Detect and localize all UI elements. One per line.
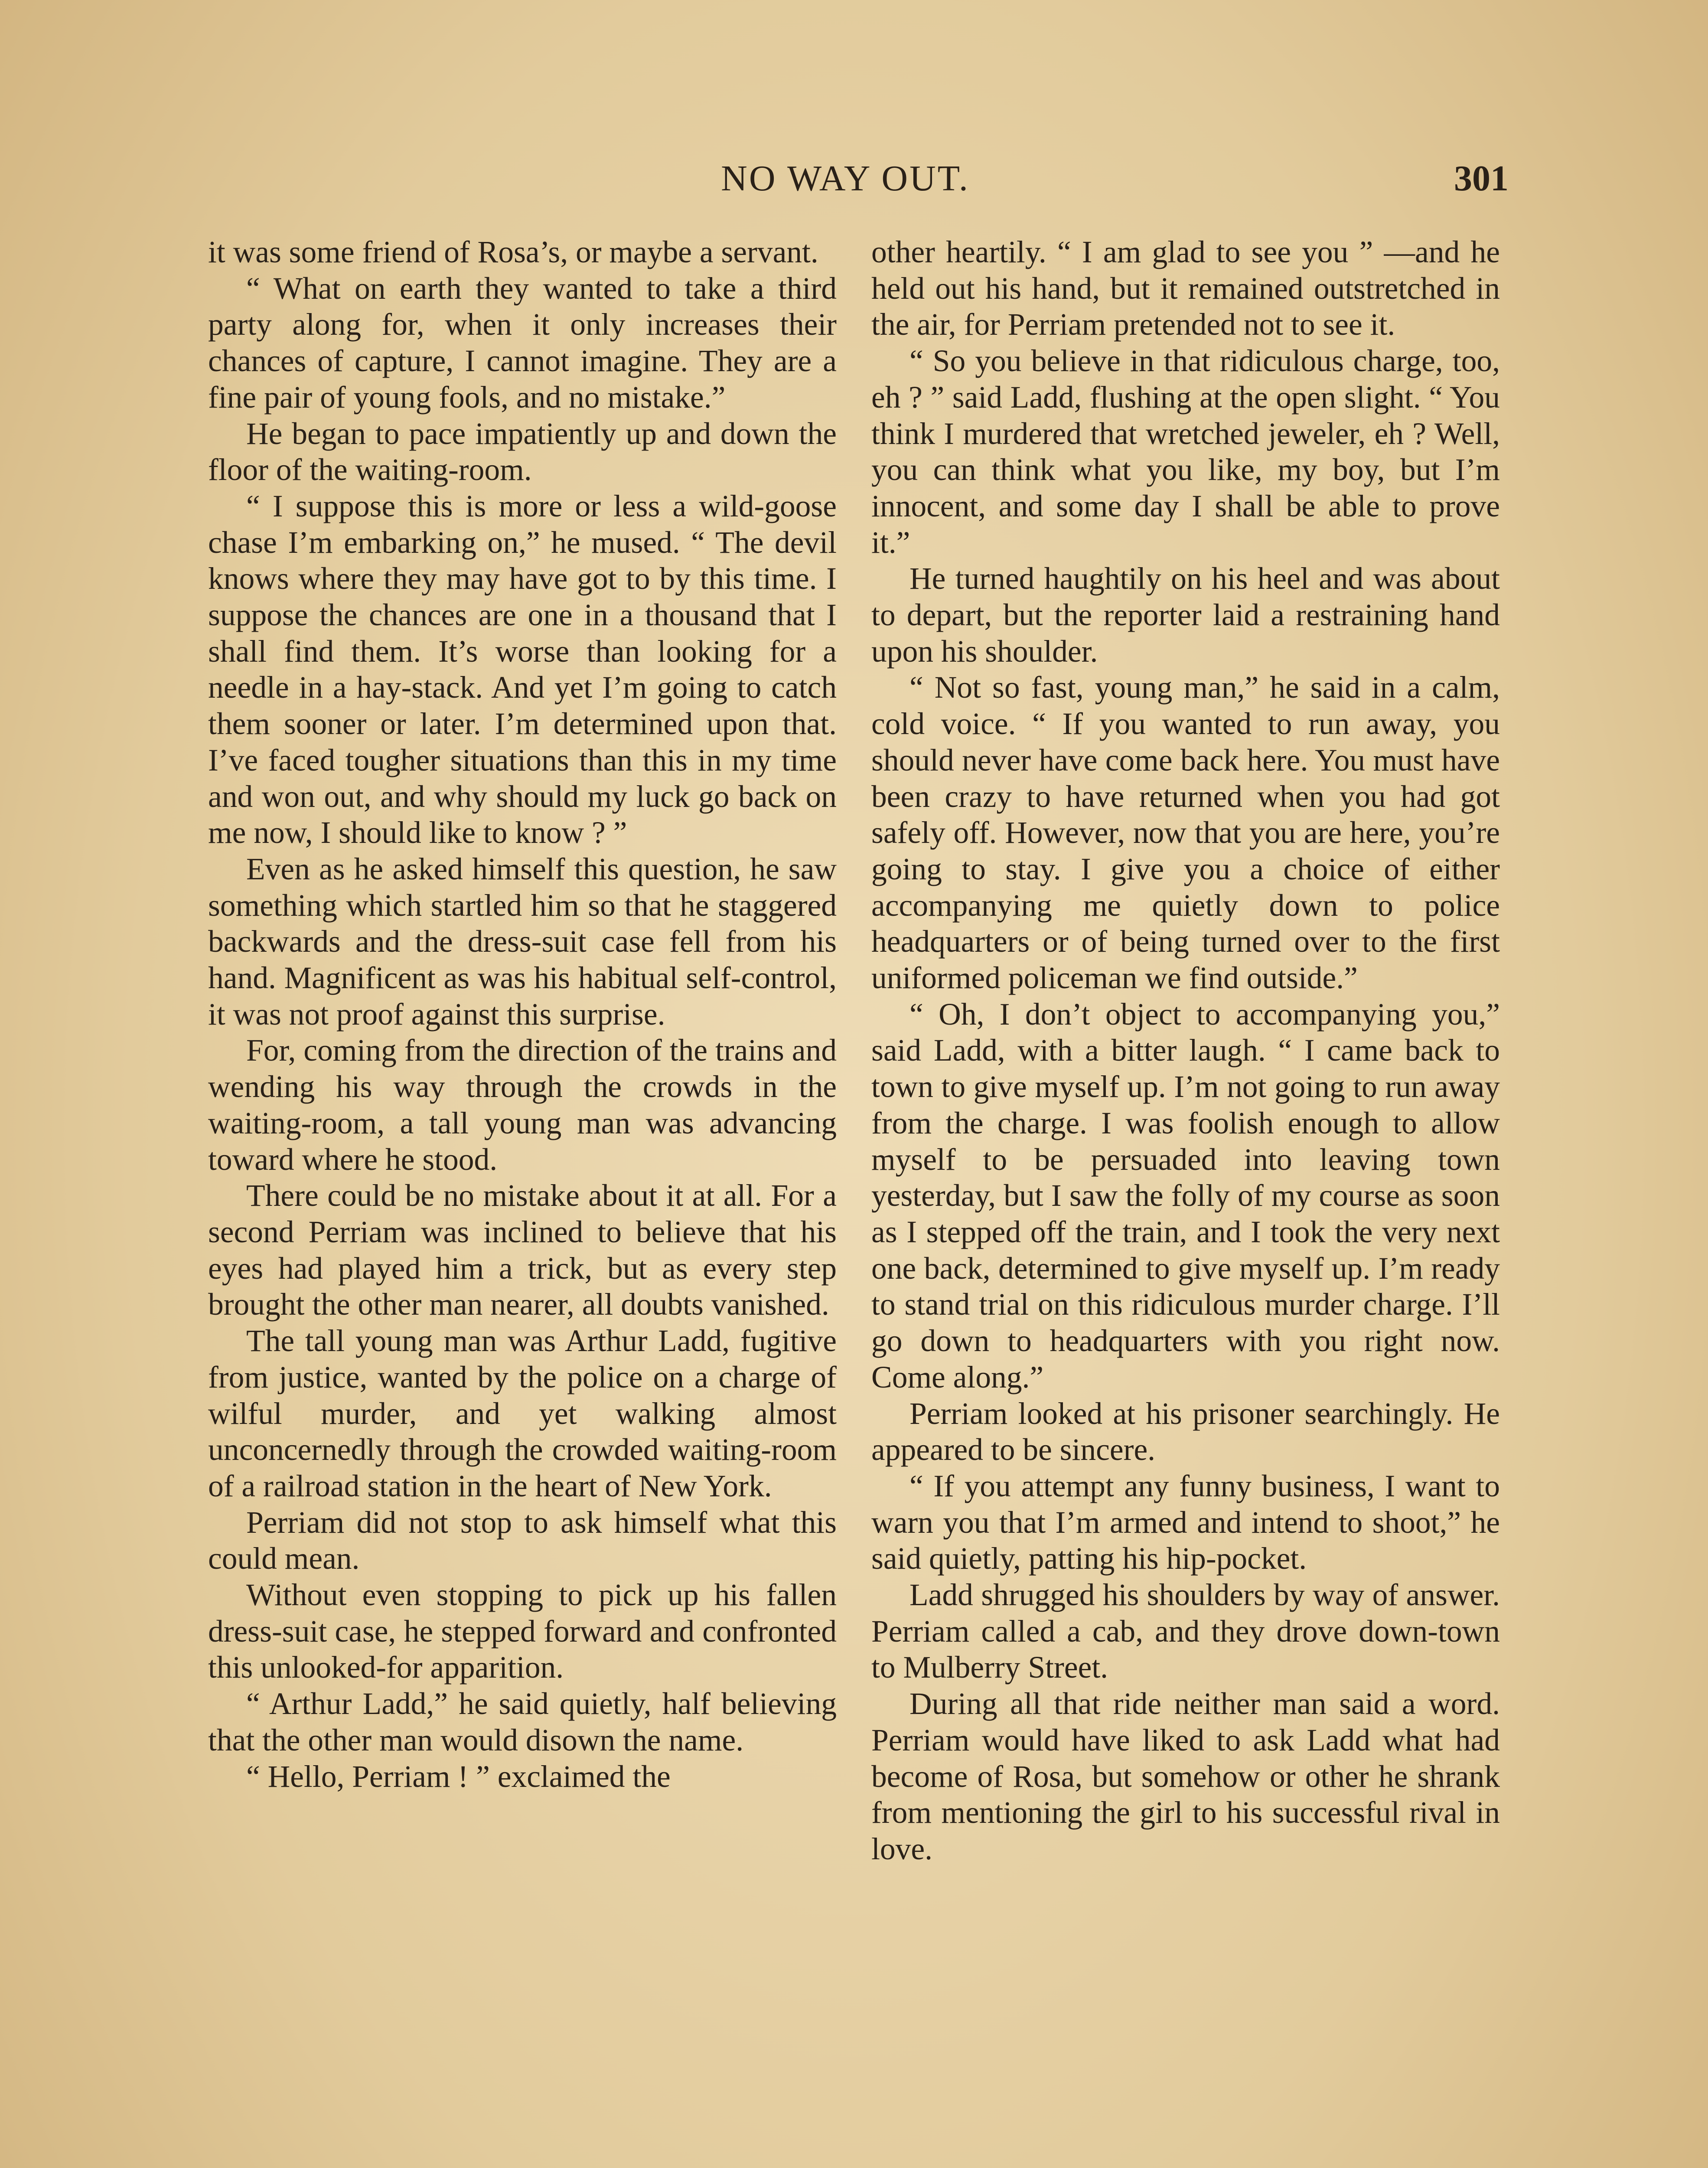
running-head-title: NO WAY OUT. (721, 158, 970, 199)
paragraph: He began to pace impatiently up and down the floor of the waiting-room. (208, 416, 837, 487)
paragraph: other heartily. “ I am glad to see you ” —and he held out his hand, but it remained outstretched in the air, for Perriam pretended not to see it. (871, 235, 1500, 342)
paragraph: Perriam did not stop to ask himself what this could mean. (208, 1505, 837, 1576)
paragraph: “ Not so fast, young man,” he said in a calm, cold voice. “ If you wanted to run away, you should never have come back here. You must have been crazy to have returned when you had got safely off. However, now that you are here, you’re going to stay. I give you a choice of either accompanying me quietly down to police headquarters or of being turned over to the first uniformed policeman we find outside.” (871, 670, 1500, 996)
page-number: 301 (1454, 158, 1509, 199)
paragraph: Ladd shrugged his shoulders by way of answer. Perriam called a cab, and they drove down-town to Mulberry Street. (871, 1578, 1500, 1685)
paragraph: The tall young man was Arthur Ladd, fugitive from justice, wanted by the police on a charge of wilful murder, and yet walking almost unconcernedly through the crowded waiting-room of a railroad station in the heart of New York. (208, 1324, 837, 1503)
paragraph: He turned haughtily on his heel and was about to depart, but the reporter laid a restraining hand upon his shoulder. (871, 562, 1500, 669)
paragraph: “ What on earth they wanted to take a third party along for, when it only increases their chances of capture, I cannot imagine. They are a fine pair of young fools, and no mistake.” (208, 271, 837, 415)
paragraph: Even as he asked himself this question, he saw something which startled him so that he staggered backwards and the dress-suit case fell from his hand. Magnificent as was his habitual self-control, it was not proof against this surprise. (208, 852, 837, 1032)
left-column (208, 234, 837, 1795)
paragraph: Without even stopping to pick up his fallen dress-suit case, he stepped forward and confronted this unlooked-for apparition. (208, 1578, 837, 1685)
paragraph: “ Oh, I don’t object to accompanying you,” said Ladd, with a bitter laugh. “ I came back to town to give myself up. I’m not going to run away from the charge. I was foolish enough to allow myself to be persuaded into leaving town yesterday, but I saw the folly of my course as soon as I stepped off the train, and I took the very next one back, determined to give myself up. I’m ready to stand trial on this ridiculous murder charge. I’ll go down to headquarters with you right now. Come along.” (871, 997, 1500, 1394)
paragraph: “ So you believe in that ridiculous charge, too, eh ? ” said Ladd, flushing at the open slight. “ You think I murdered that wretched jeweler, eh ? Well, you can think what you like, my boy, but I’m innocent, and some day I shall be able to prove it.” (871, 344, 1500, 560)
paragraph: “ Arthur Ladd,” he said quietly, half believing that the other man would disown the name. (208, 1687, 837, 1757)
paragraph: During all that ride neither man said a word. Perriam would have liked to ask Ladd what had become of Rosa, but somehow or other he shrank from mentioning the girl to his successful rival in love. (871, 1687, 1500, 1866)
paragraph: “ Hello, Perriam ! ” exclaimed the (246, 1759, 671, 1794)
paragraph: “ If you attempt any funny business, I want to warn you that I’m armed and intend to shoot,” he said quietly, patting his hip-pocket. (871, 1469, 1500, 1576)
paragraph: There could be no mistake about it at all. For a second Perriam was inclined to believe that his eyes had played him a trick, but as every step brought the other man nearer, all doubts vanished. (208, 1179, 837, 1322)
paragraph: Perriam looked at his prisoner searchingly. He appeared to be sincere. (871, 1396, 1500, 1467)
paragraph: For, coming from the direction of the trains and wending his way through the crowds in the waiting-room, a tall young man was advancing toward where he stood. (208, 1033, 837, 1177)
right-column (871, 234, 1500, 1868)
paragraph: it was some friend of Rosa’s, or maybe a servant. (208, 235, 818, 269)
paragraph: “ I suppose this is more or less a wild-goose chase I’m embarking on,” he mused. “ The devil knows where they may have got to by this time. I suppose the chances are one in a thousand that I shall find them. It’s worse than looking for a needle in a hay-stack. And yet I’m going to catch them sooner or later. I’m determined upon that. I’ve faced tougher situations than this in my time and won out, and why should my luck go back on me now, I should like to know ? ” (208, 489, 837, 850)
